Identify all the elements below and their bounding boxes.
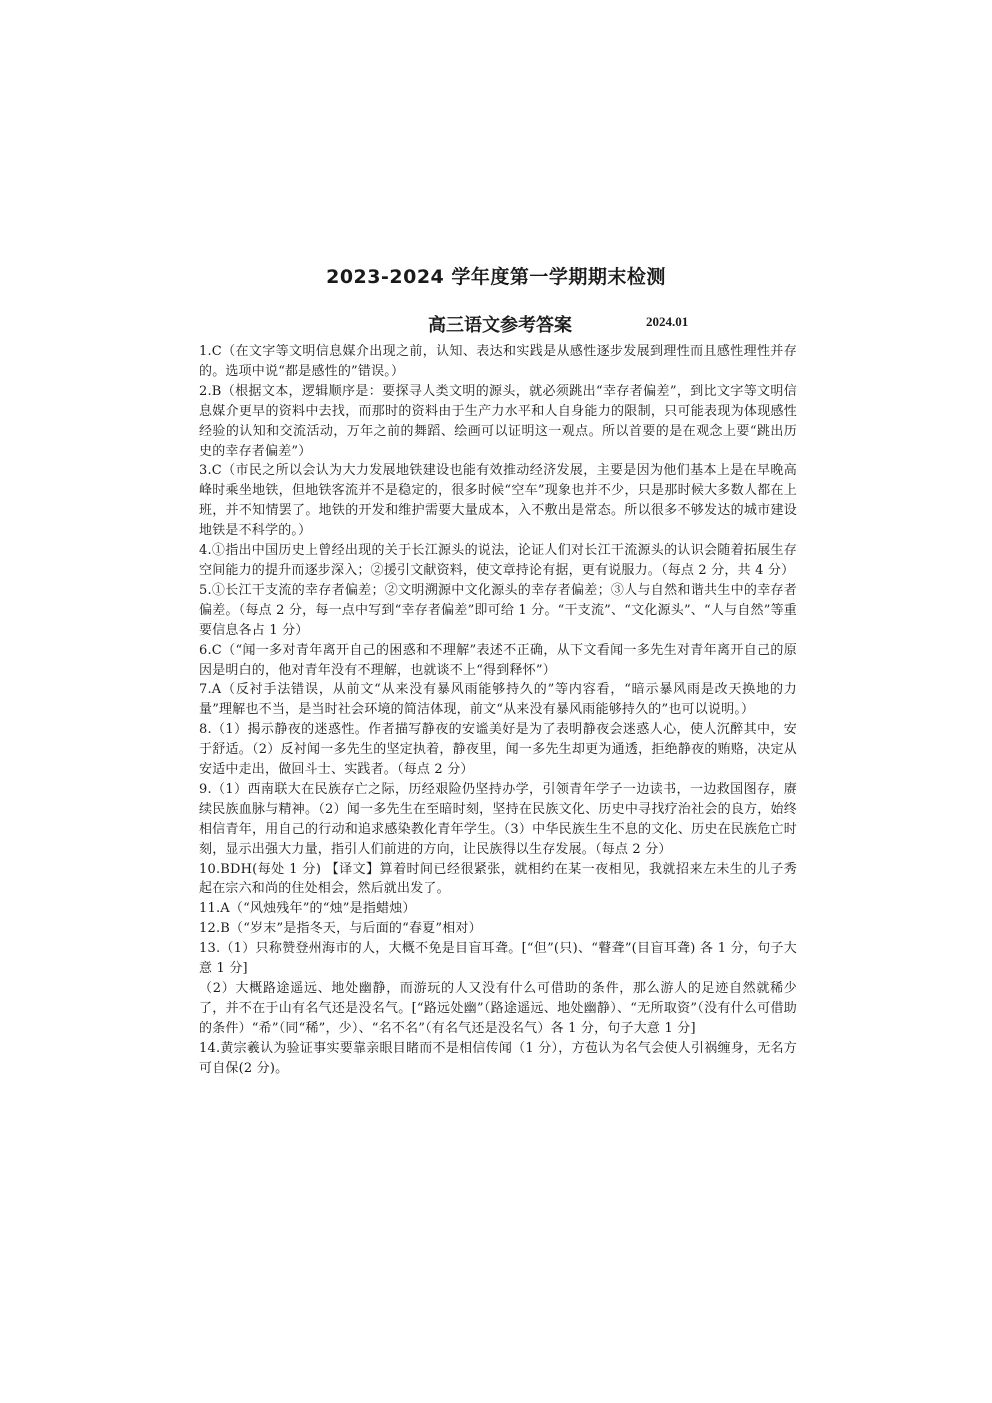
page-date: 2024.01 [646,314,689,329]
answer-6: 6.C（“闻一多对青年离开自己的困惑和不理解”表述不正确，从下文看闻一多先生对青年离开自己的原因是明白的，他对青年没有不理解，也就谈不上“得到释怀”） [199,642,797,678]
answer-2: 2.B（根据文本，逻辑顺序是：要探寻人类文明的源头，就必须跳出“幸存者偏差”，到比文字等文明信息媒介更早的资料中去找，而那时的资料由于生产力水平和人自身能力的限制，只可能表现为体现感性经验的认知和交流活动，万年之前的舞蹈、绘画可以证明这一观点。所以首要的是在观念上要“跳出历史的幸存者偏差”） [199,383,797,459]
answer-8: 8.（1）揭示静夜的迷惑性。作者描写静夜的安谧美好是为了表明静夜会迷惑人心，使人沉醉其中，安于舒适。（2）反衬闻一多先生的坚定执着，静夜里，闻一多先生却更为通透，拒绝静夜的贿赂，决定从安适中走出，做回斗士、实践者。（每点 2 分） [199,722,797,778]
answer-9: 9.（1）西南联大在民族存亡之际，历经艰险仍坚持办学，引领青年学子一边读书，一边救国图存，赓续民族血脉与精神。（2）闻一多先生在至暗时刻，坚持在民族文化、历史中寻找疗治社会的良方，始终相信青年，用自己的行动和追求感染教化青年学生。（3）中华民族生生不息的文化、历史在民族危亡时刻，显示出强大力量，指引人们前进的方向，让民族得以生存发展。（每点 2 分） [199,781,797,857]
page-title: 2023-2024 学年度第一学期期末检测 [326,266,666,288]
answer-1: 1.C（在文字等文明信息媒介出现之前，认知、表达和实践是从感性逐步发展到理性而且感性理性并存的。选项中说“都是感性的”错误。） [199,344,797,379]
answer-4: 4.①指出中国历史上曾经出现的关于长江源头的说法，论证人们对长江干流源头的认识会随着拓展生存空间能力的提升而逐步深入；②援引文献资料，使文章持论有据，更有说服力。（每点 2 分，共 4 分） [199,543,797,578]
answer-10: 10.BDH(每处 1 分) 【译文】算着时间已经很紧张，就相约在某一夜相见，我就招来左未生的儿子秀起在宗六和尚的住处相会，然后就出发了。 [199,861,797,897]
answer-3: 3.C（市民之所以会认为大力发展地铁建设也能有效推动经济发展，主要是因为他们基本上是在早晚高峰时乘坐地铁，但地铁客流并不是稳定的，很多时候“空车”现象也并不少，只是那时候大多数人都在上班，并不知情罢了。地铁的开发和维护需要大量成本，入不敷出是常态。所以很多不够发达的城市建设地铁是不科学的。） [199,463,797,539]
answer-11: 11.A（“风烛残年”的“烛”是指蜡烛） [199,901,416,917]
page-subtitle: 高三语文参考答案 [428,315,572,336]
answer-14: 14.黄宗羲认为验证事实要靠亲眼目睹而不是相信传闻（1 分），方苞认为名气会使人引祸缠身，无名方可自保(2 分)。 [199,1040,797,1076]
answer-list [199,342,797,1079]
answer-7: 7.A（反衬手法错误，从前文“从来没有暴风雨能够持久的”等内容看，“暗示暴风雨是改天换地的力量”理解也不当，是当时社会环境的简洁体现，前文“从来没有暴风雨能够持久的”也可以说明。） [199,682,797,718]
answer-13-2: （2）大概路途遥远、地处幽静，而游玩的人又没有什么可借助的条件，那么游人的足迹自然就稀少了，并不在于山有名气还是没名气。[“路远处幽”（路途遥远、地处幽静）、“无所取资”（没有什么可借助的条件）“希”（同“稀”，少）、“名不名”（有名气还是没名气）各 1 分，句子大意 1 分] [199,981,797,1036]
answer-13-1: 13.（1）只称赞登州海市的人，大概不免是目盲耳聋。[“但”(只)、“瞽聋”(目盲耳聋) 各 1 分，句子大意 1 分] [199,941,797,977]
answer-12: 12.B（“岁末”是指冬天，与后面的“春夏”相对） [199,921,482,937]
answer-5: 5.①长江干支流的幸存者偏差；②文明溯源中文化源头的幸存者偏差；③人与自然和谐共生中的幸存者偏差。（每点 2 分，每一点中写到“幸存者偏差”即可给 1 分。“干支流”、“文化源头”、“人与自然”等重要信息各占 1 分） [199,582,797,638]
